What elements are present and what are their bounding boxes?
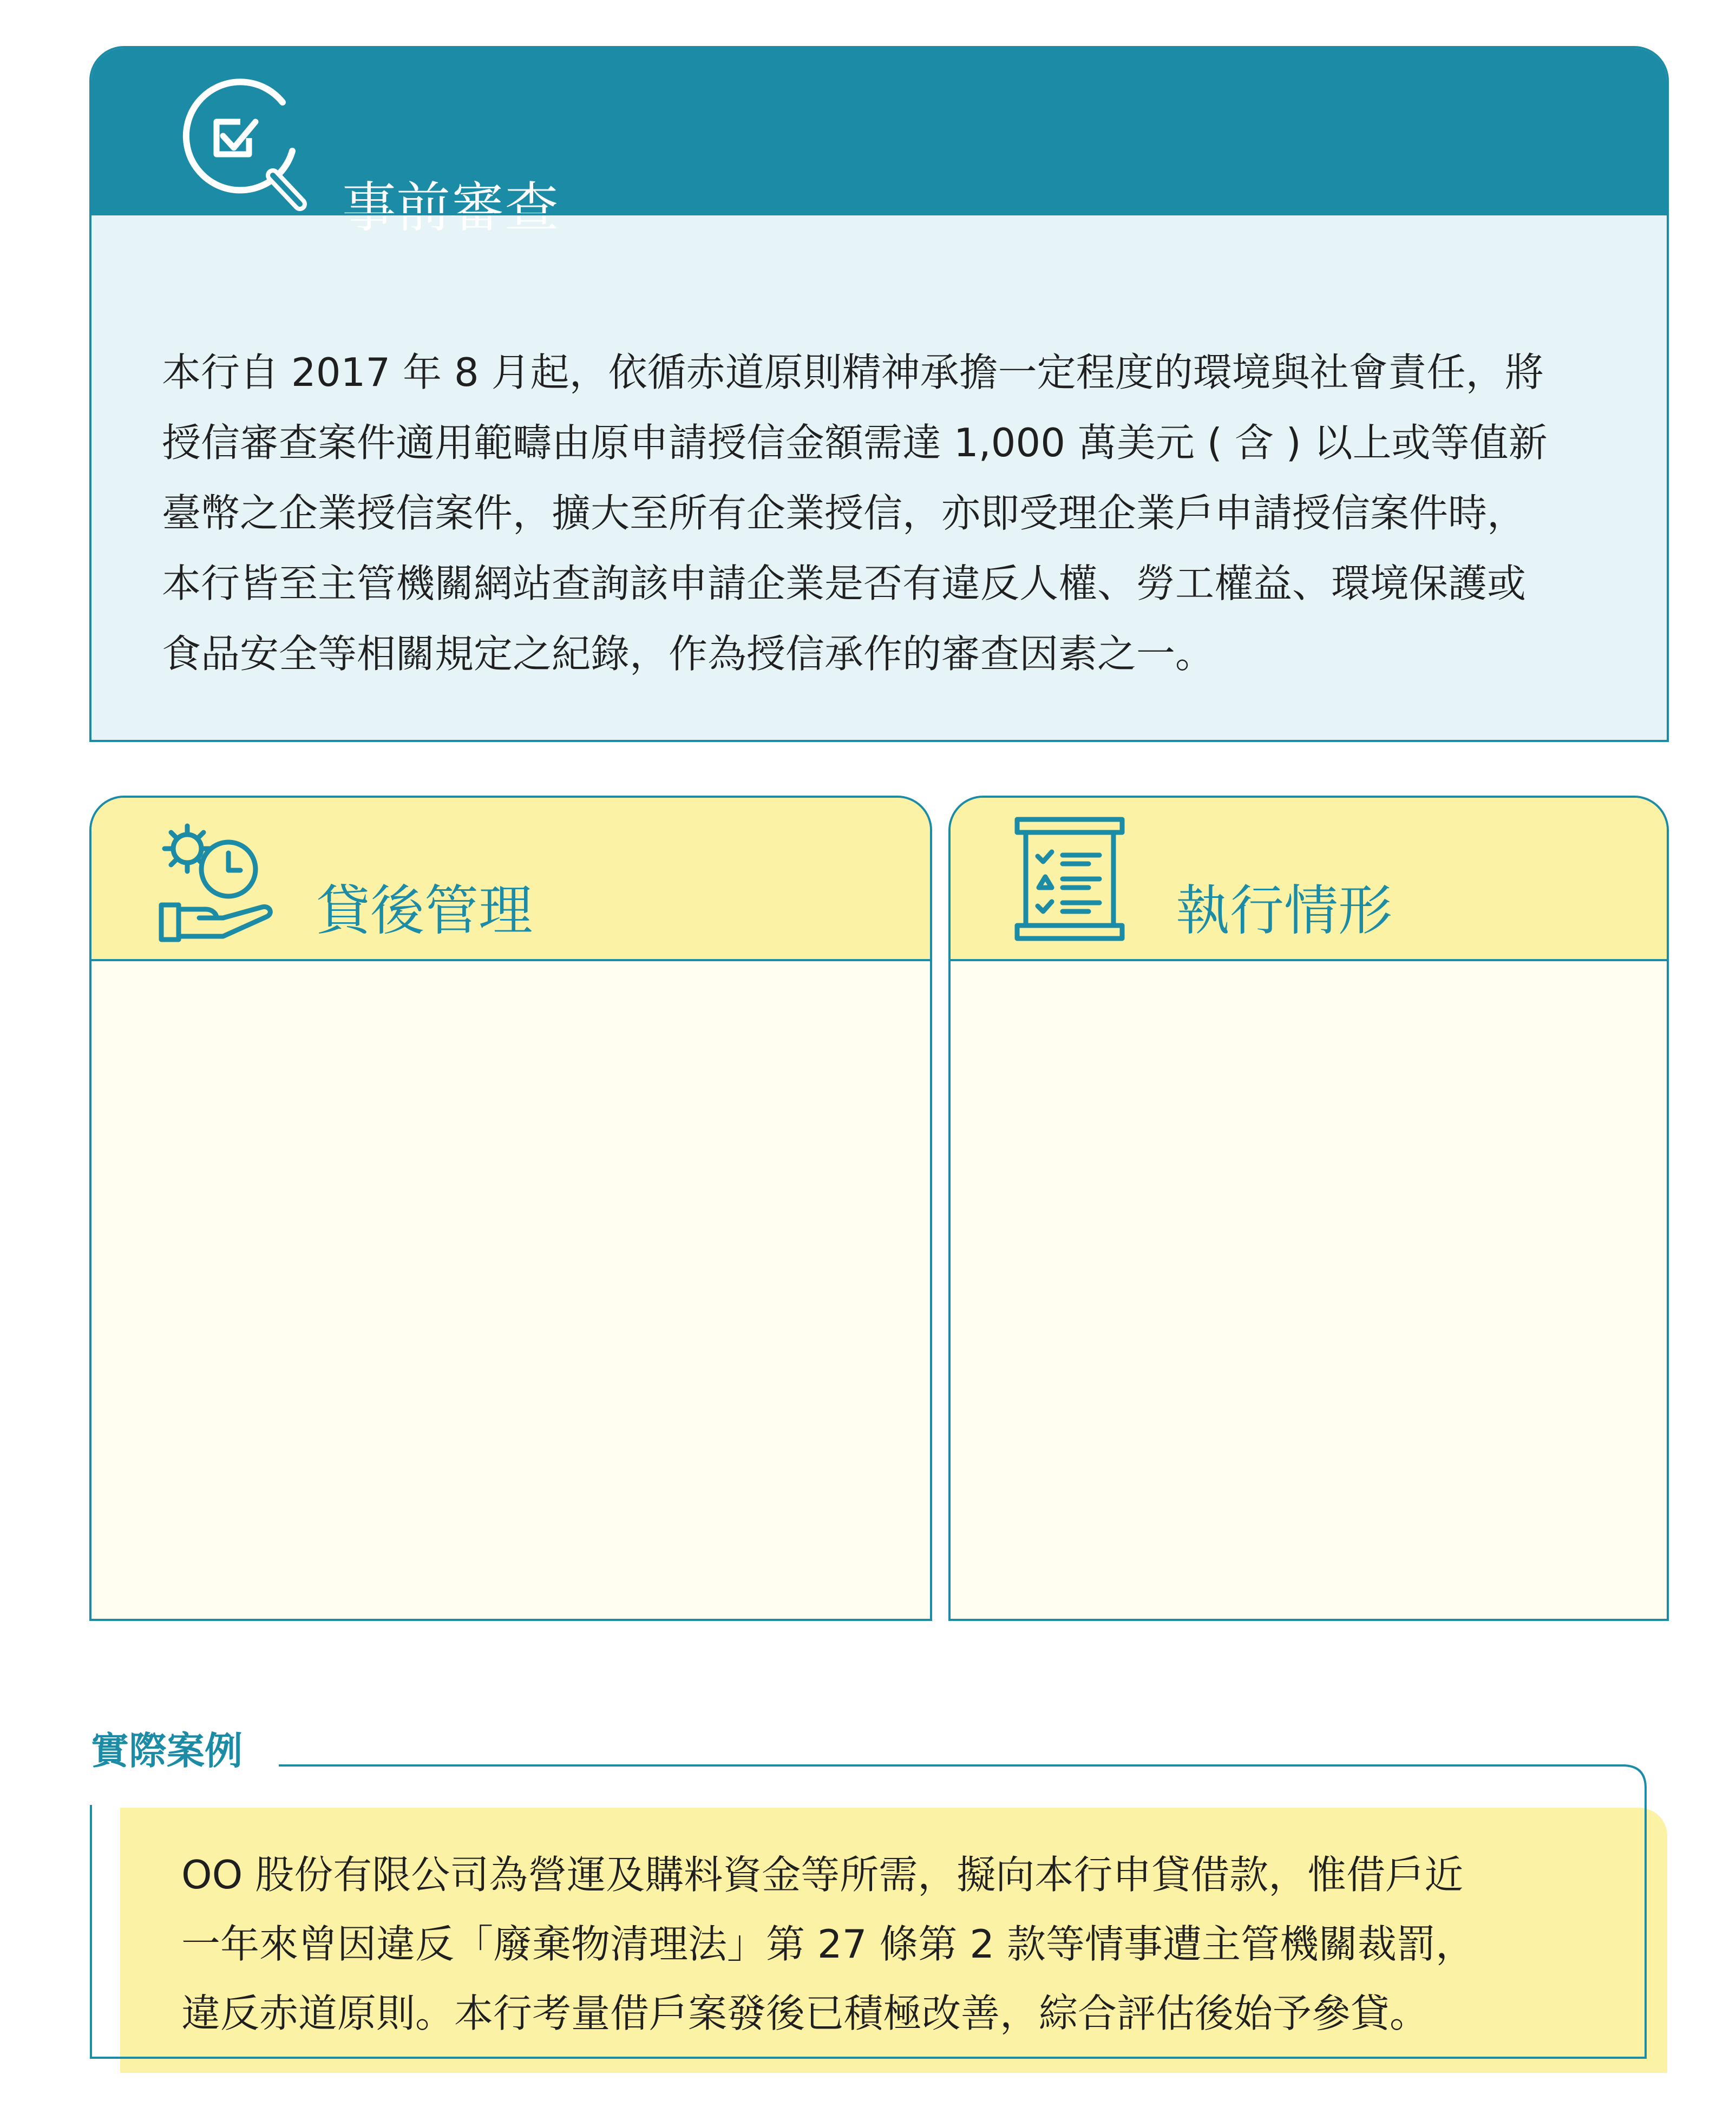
execution-panel [948,796,1669,1621]
text-line: OO 股份有限公司為營運及購料資金等所需，擬向本行申貸借款，惟借戶近 [181,1852,1464,1898]
checklist-scroll-icon [1013,814,1132,949]
pre-review-panel [89,46,1669,742]
text-line: 一年來曾因違反「廢棄物清理法」第 27 條第 2 款等情事遭主管機關裁罰， [181,1921,1475,1967]
post-loan-title: 貸後管理 [316,879,533,942]
case-text [181,1840,1475,2048]
text-line: 食品安全等相關規定之紀錄，作為授信承作的審查因素之一。 [162,631,1215,677]
execution-title: 執行情形 [1176,879,1392,942]
text-line: 本行皆至主管機關網站查詢該申請企業是否有違反人權、勞工權益、環境保護或 [162,561,1527,606]
text-line: 授信審查案件適用範疇由原申請授信金額需達 1,000 萬美元 ( 含 ) 以上或等值新 [162,420,1548,465]
post-loan-panel [89,796,932,1621]
hand-gear-clock-icon [154,814,284,944]
text-line: 本行自 2017 年 8 月起，依循赤道原則精神承擔一定程度的環境與社會責任，將 [162,350,1544,395]
pre-review-header [91,48,1667,239]
case-title: 實際案例 [91,1729,243,1773]
magnifier-checkbox-icon [165,70,322,227]
pre-review-text [162,337,1618,689]
text-line: 臺幣之企業授信案件，擴大至所有企業授信，亦即受理企業戶申請授信案件時， [162,490,1527,536]
text-line: 違反赤道原則。本行考量借戶案發後已積極改善，綜合評估後始予參貸。 [181,1991,1429,2036]
pre-review-body [91,213,1667,740]
post-loan-header [91,798,930,961]
execution-header [951,798,1667,961]
pre-review-title: 事前審查 [342,176,559,239]
